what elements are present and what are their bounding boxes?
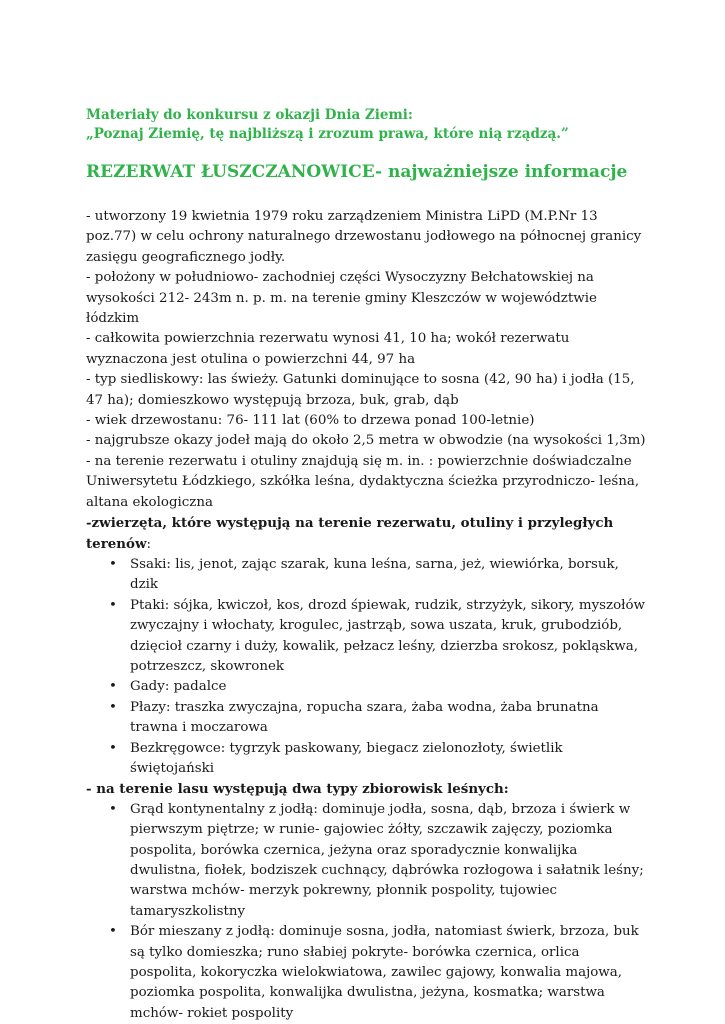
document-page [86,106,646,1024]
list-item-grad: • Grąd kontynentalny z jodłą: dominuje jodła, sosna, dąb, brzoza i świerk w pierwszym piętrze; w runie- gajowiec żółty, szczawik zajęczy, poziomka pospolita, borówka czernica, jeżyna oraz sporadycznie konwalijka dwulistna, fiołek, bodziszek cuchnący, dąbrówka rozłogowa i sałatnik leśny; warstwa mchów- merzyk pokrewny, płonnik pospolity, tujowiec tamaryszkolistny [130,800,646,922]
page-title: REZERWAT ŁUSZCZANOWICE- najważniejsze informacje [86,162,628,182]
paragraph-location: - położony w południowo- zachodniej części Wysoczyzny Bełchatowskiej na wysokości 212- 243m n. p. m. na terenie gminy Kleszczów w województwie łódzkim [86,270,597,327]
forests-list [86,800,646,1024]
paragraph-fir-girth: - najgrubsze okazy jodeł mają do około 2,5 metra w obwodzie (na wysokości 1,3m) [86,433,646,449]
list-item-invertebrates: • Bezkręgowce: tygrzyk paskowany, biegacz zielonozłoty, świetlik świętojański [130,739,646,780]
list-item-mammals: • Ssaki: lis, jenot, zając szarak, kuna leśna, sarna, jeż, wiewiórka, borsuk, dzik [130,555,646,596]
header-line-2: „Poznaj Ziemię, tę najbliższą i zrozum prawa, które nią rządzą.” [86,126,569,142]
animals-heading-colon: : [146,536,151,552]
paragraph-habitat: - typ siedliskowy: las świeży. Gatunki dominujące to sosna (42, 90 ha) i jodła (15, 47 ha); domieszkowo występują brzoza, buk, grab, dąb [86,372,635,408]
paragraph-established: - utworzony 19 kwietnia 1979 roku zarządzeniem Ministra LiPD (M.P.Nr 13 poz.77) w celu ochrony naturalnego drzewostanu jodłowego na północnej granicy zasięgu geograficznego jodły. [86,209,642,265]
paragraph-area: - całkowita powierzchnia rezerwatu wynosi 41, 10 ha; wokół rezerwatu wyznaczona jest otulina o powierzchni 44, 97 ha [86,331,570,367]
header-line-1: Materiały do konkursu z okazji Dnia Ziemi: [86,107,413,123]
animals-list [86,555,646,779]
list-item-bor: • Bór mieszany z jodłą: dominuje sosna, jodła, natomiast świerk, brzoza, buk są tylko domieszka; runo słabiej pokryte- borówka czernica, orlica pospolita, kokoryczka wielokwiatowa, zawilec gajowy, konwalia majowa, poziomka pospolita, konwalijka dwulistna, jeżyna, kosmatka; warstwa mchów- rokiet pospolity [130,922,646,1024]
list-item-reptiles: • Gady: padalce [130,677,646,697]
list-item-birds: • Ptaki: sójka, kwiczoł, kos, drozd śpiewak, rudzik, strzyżyk, sikory, myszołów zwyczajny i włochaty, krogulec, jastrząb, sowa uszata, kruk, grubodziób, dzięcioł czarny i duży, kowalik, pełzacz leśny, dzierzba srokosz, pokląskwa, potrzeszcz, skowronek [130,596,646,678]
list-item-amphibians: • Płazy: traszka zwyczajna, ropucha szara, żaba wodna, żaba brunatna trawna i moczarowa [130,698,646,739]
document-body [86,207,646,1024]
paragraph-facilities: - na terenie rezerwatu i otuliny znajdują się m. in. : powierzchnie doświadczalne Uniwersytetu Łódzkiego, szkółka leśna, dydaktyczna ścieżka przyrodniczo- leśna, altana ekologiczna [86,453,640,510]
forests-heading: - na terenie lasu występują dwa typy zbiorowisk leśnych: [86,781,509,798]
paragraph-stand-age: - wiek drzewostanu: 76- 111 lat (60% to drzewa ponad 100-letnie) [86,413,535,429]
animals-heading [86,513,646,555]
animals-heading-text: -zwierzęta, które występują na terenie rezerwatu, otuliny i przyległych terenów [86,515,614,552]
